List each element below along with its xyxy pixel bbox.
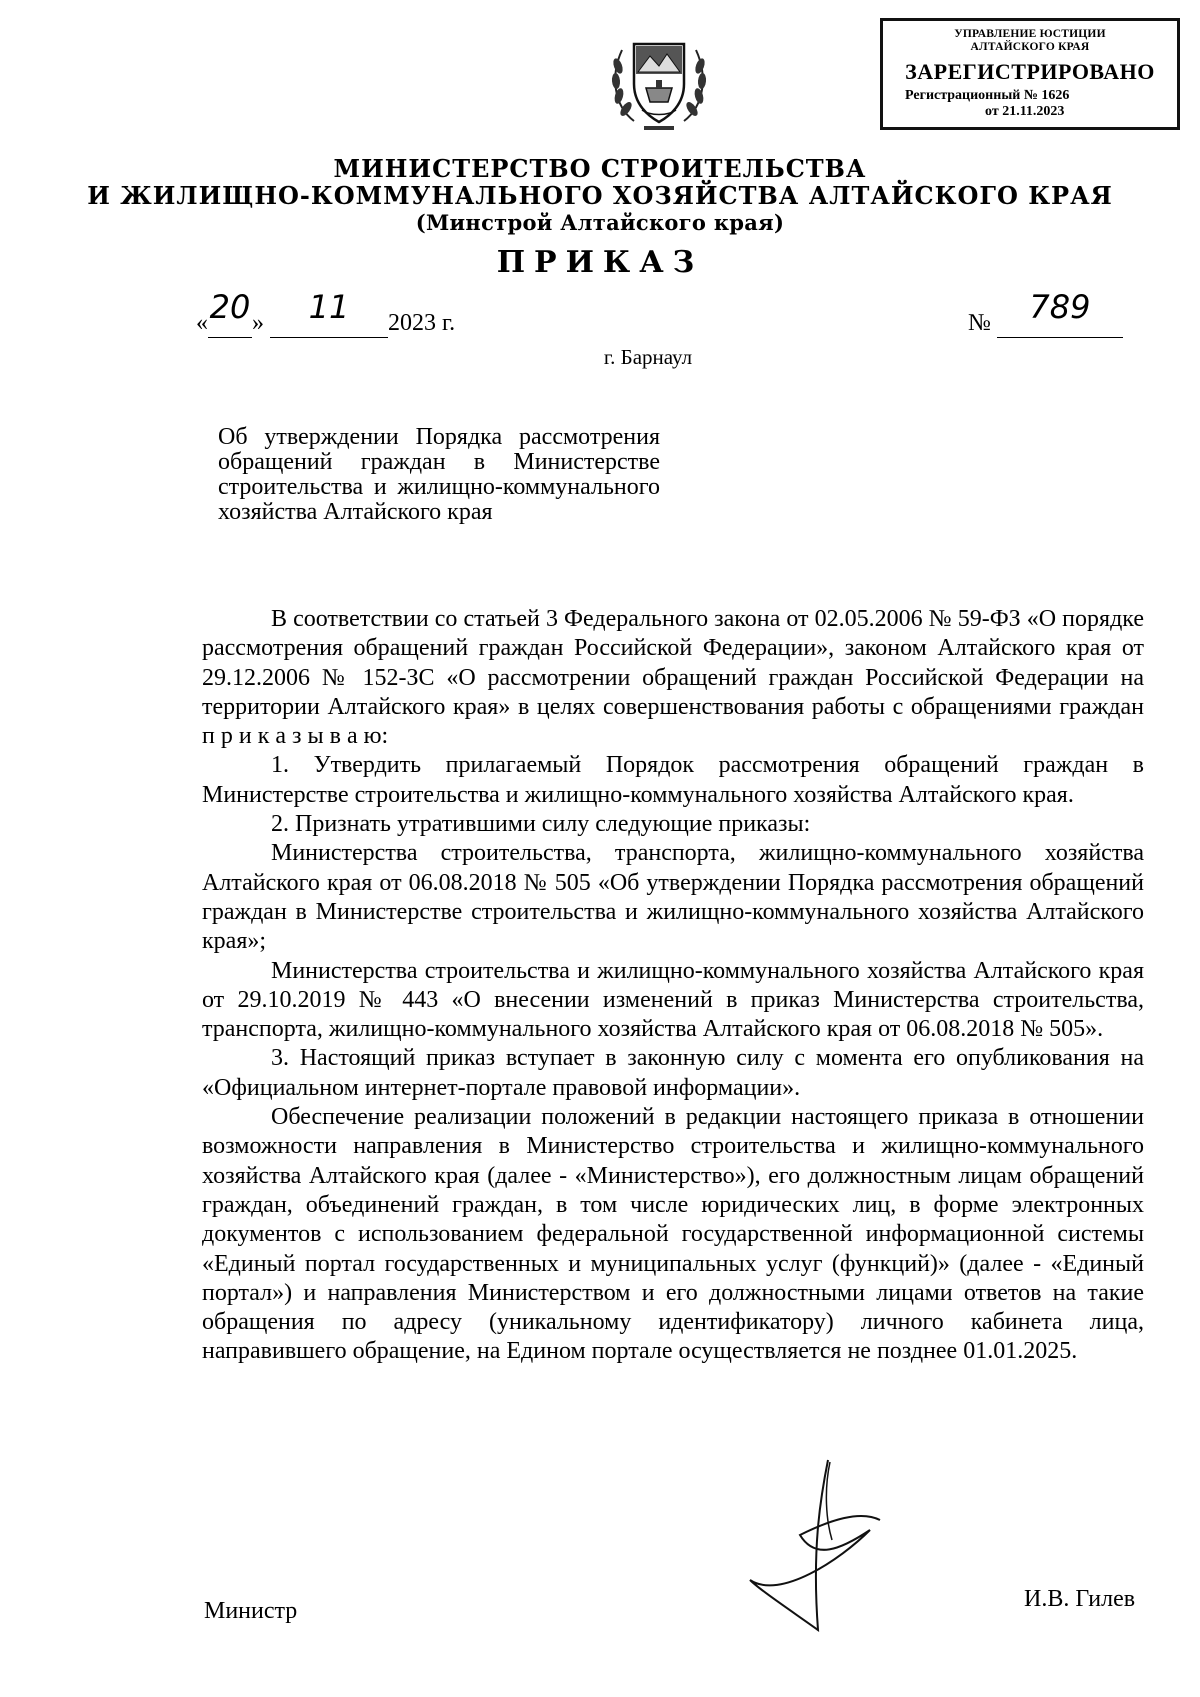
body-paragraph-item2: 2. Признать утратившими силу следующие приказы: bbox=[271, 811, 811, 838]
date-close-quote: » bbox=[252, 310, 264, 336]
signatory-name: И.В. Гилев bbox=[1024, 1586, 1136, 1612]
date-day: 20 bbox=[209, 288, 251, 326]
stamp-agency-line1: УПРАВЛЕНИЕ ЮСТИЦИИ bbox=[954, 28, 1106, 40]
date-month: 11 bbox=[308, 288, 350, 326]
stamp-reg-number: Регистрационный № 1626 bbox=[905, 88, 1070, 103]
order-date bbox=[196, 288, 456, 350]
body-paragraph-item3: 3. Настоящий приказ вступает в законную силу с момента его опубликования на «Официальном интернет-портале правовой информации». bbox=[202, 1045, 1144, 1101]
date-year: 2023 г. bbox=[388, 310, 456, 336]
number-value: 789 bbox=[1029, 288, 1091, 326]
number-label: № bbox=[968, 310, 991, 336]
organization-name-line2: И ЖИЛИЩНО-КОММУНАЛЬНОГО ХОЗЯЙСТВА АЛТАЙСКОГО КРАЯ bbox=[87, 181, 1113, 210]
date-day-field bbox=[208, 288, 252, 338]
organization-name-line1: МИНИСТЕРСТВО СТРОИТЕЛЬСТВА bbox=[333, 154, 867, 183]
order-number bbox=[968, 288, 1123, 338]
body-paragraph-repealed-order-1: Министерства строительства, транспорта, жилищно-коммунального хозяйства Алтайского края от 06.08.2018 № 505 «Об утверждении Порядка рассмотрения обращений граждан в Министерстве строительства и жилищно-коммунального хозяйства Алтайского края»; bbox=[202, 840, 1144, 955]
body-paragraph-repealed-order-2: Министерства строительства и жилищно-коммунального хозяйства Алтайского края от 29.10.2019 № 443 «О внесении изменений в приказ Министерства строительства, транспорта, жилищно-коммунального хозяйства Алтайского края от 06.08.2018 № 505». bbox=[202, 957, 1144, 1043]
handwritten-signature-icon bbox=[720, 1440, 910, 1640]
signatory-position: Министр bbox=[204, 1598, 298, 1624]
date-open-quote: « bbox=[196, 310, 208, 336]
body-paragraph-preamble bbox=[202, 605, 1144, 751]
stamp-agency-line2: АЛТАЙСКОГО КРАЯ bbox=[970, 41, 1090, 53]
stamp-status: ЗАРЕГИСТРИРОВАНО bbox=[905, 59, 1155, 84]
city: г. Барнаул bbox=[603, 345, 693, 369]
preamble-text: В соответствии со статьей 3 Федерального закона от 02.05.2006 № 59-ФЗ «О порядке рассмотрения обращений граждан Российской Федерации», законом Алтайского края от 29.12.2006 № 152-ЗС «О рассмотрении обращений граждан Российской Федерации на территории Алтайского края» в целях совершенствования работы с обращениями граждан bbox=[202, 606, 1144, 720]
order-body bbox=[202, 605, 1144, 1367]
stamp-reg-date: от 21.11.2023 bbox=[985, 104, 1065, 119]
registration-stamp bbox=[880, 18, 1180, 130]
document-title: ПРИКАЗ bbox=[496, 245, 704, 280]
order-subject: Об утверждении Порядка рассмотрения обращений граждан в Министерстве строительства и жилищно-коммунального хозяйства Алтайского края bbox=[218, 424, 660, 525]
altai-krai-coat-of-arms-icon bbox=[604, 26, 714, 136]
date-month-field bbox=[270, 288, 388, 338]
number-field bbox=[997, 288, 1123, 338]
order-keyword: п р и к а з ы в а ю: bbox=[202, 723, 389, 750]
body-paragraph-item1: 1. Утвердить прилагаемый Порядок рассмотрения обращений граждан в Министерстве строительства и жилищно-коммунального хозяйства Алтайского края. bbox=[202, 752, 1144, 808]
body-paragraph-implementation: Обеспечение реализации положений в редакции настоящего приказа в отношении возможности направления в Министерство строительства и жилищно-коммунального хозяйства Алтайского края (далее - «Министерство»), его должностным лицам обращений граждан, объединений граждан, в том числе юридических лиц, в форме электронных документов с использованием федеральной государственной информационной системы «Единый портал государственных и муниципальных услуг (функций)» (далее - «Единый портал») и направления Министерством и его должностными лицами ответов на такие обращения по адресу (уникальному идентификатору) личного кабинета лица, направившего обращение, на Едином портале осуществляется не позднее 01.01.2025. bbox=[202, 1104, 1144, 1365]
stamp-agency bbox=[883, 28, 1177, 54]
stamp-registration bbox=[883, 88, 1177, 120]
organization-short-name: (Минстрой Алтайского края) bbox=[415, 210, 785, 235]
